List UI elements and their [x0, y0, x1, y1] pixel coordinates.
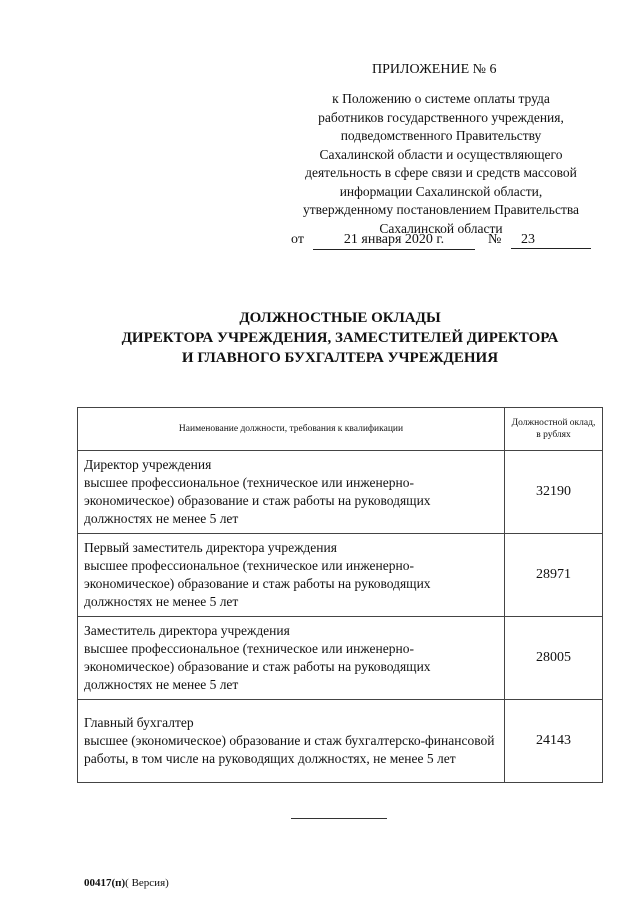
position-cell	[78, 451, 505, 534]
salary-cell: 32190	[505, 451, 603, 534]
date-prefix: от	[291, 232, 304, 247]
position-requirements: высшее профессиональное (техническое или инженерно-экономическое) образование и стаж работы на руководящих должностях не менее 5 лет	[84, 558, 431, 609]
number-prefix: №	[488, 232, 502, 247]
table-header-row	[78, 408, 603, 451]
salary-cell: 28971	[505, 534, 603, 617]
salary-column-header: Должностной оклад, в рублях	[505, 408, 603, 451]
heading-line: ДОЛЖНОСТНЫЕ ОКЛАДЫ	[239, 310, 441, 326]
table-row	[78, 451, 603, 534]
document-footer	[84, 877, 169, 889]
document-code: 00417(п)	[84, 877, 126, 889]
heading-line: ДИРЕКТОРА УЧРЕЖДЕНИЯ, ЗАМЕСТИТЕЛЕЙ ДИРЕКТОРА	[121, 330, 559, 346]
position-requirements: высшее (экономическое) образование и стаж бухгалтерско-финансовой работы, в том числе на руководящих должностях, не менее 5 лет	[84, 733, 495, 766]
end-of-document-rule	[291, 818, 387, 819]
appendix-line: подведомственного Правительству	[340, 128, 542, 143]
position-requirements: высшее профессиональное (техническое или инженерно-экономическое) образование и стаж работы на руководящих должностях не менее 5 лет	[84, 475, 431, 526]
position-cell	[78, 617, 505, 700]
position-column-header: Наименование должности, требования к квалификации	[78, 408, 505, 451]
appendix-reference-text	[268, 90, 614, 238]
approval-number: 23	[511, 232, 591, 249]
appendix-line: информации Сахалинской области,	[339, 183, 543, 199]
position-title: Заместитель директора учреждения	[84, 623, 290, 638]
position-title: Главный бухгалтер	[84, 715, 194, 730]
appendix-line: деятельность в сфере связи и средств массовой	[305, 165, 577, 180]
appendix-line: работников государственного учреждения,	[318, 109, 564, 125]
heading-line: И ГЛАВНОГО БУХГАЛТЕРА УЧРЕЖДЕНИЯ	[181, 350, 499, 366]
table-row	[78, 700, 603, 783]
position-cell	[78, 534, 505, 617]
table-row	[78, 617, 603, 700]
appendix-line: утвержденному постановлением Правительства	[302, 202, 580, 217]
document-heading	[0, 308, 640, 368]
salary-cell: 24143	[505, 700, 603, 783]
approval-date-line	[291, 232, 601, 252]
table-row	[78, 534, 603, 617]
position-requirements: высшее профессиональное (техническое или инженерно-экономическое) образование и стаж работы на руководящих должностях не менее 5 лет	[84, 641, 431, 692]
position-title: Первый заместитель директора учреждения	[84, 540, 337, 555]
salary-table	[77, 407, 603, 783]
position-cell	[78, 700, 505, 783]
approval-date: 21 января 2020 г.	[313, 232, 475, 250]
appendix-line: Сахалинской области и осуществляющего	[319, 146, 563, 162]
appendix-title: ПРИЛОЖЕНИЕ № 6	[372, 62, 497, 77]
position-title: Директор учреждения	[84, 457, 212, 472]
document-version: ( Версия)	[125, 877, 169, 889]
salary-cell: 28005	[505, 617, 603, 700]
appendix-line: к Положению о системе оплаты труда	[332, 91, 550, 106]
appendix-line: Сахалинской области	[379, 220, 503, 236]
